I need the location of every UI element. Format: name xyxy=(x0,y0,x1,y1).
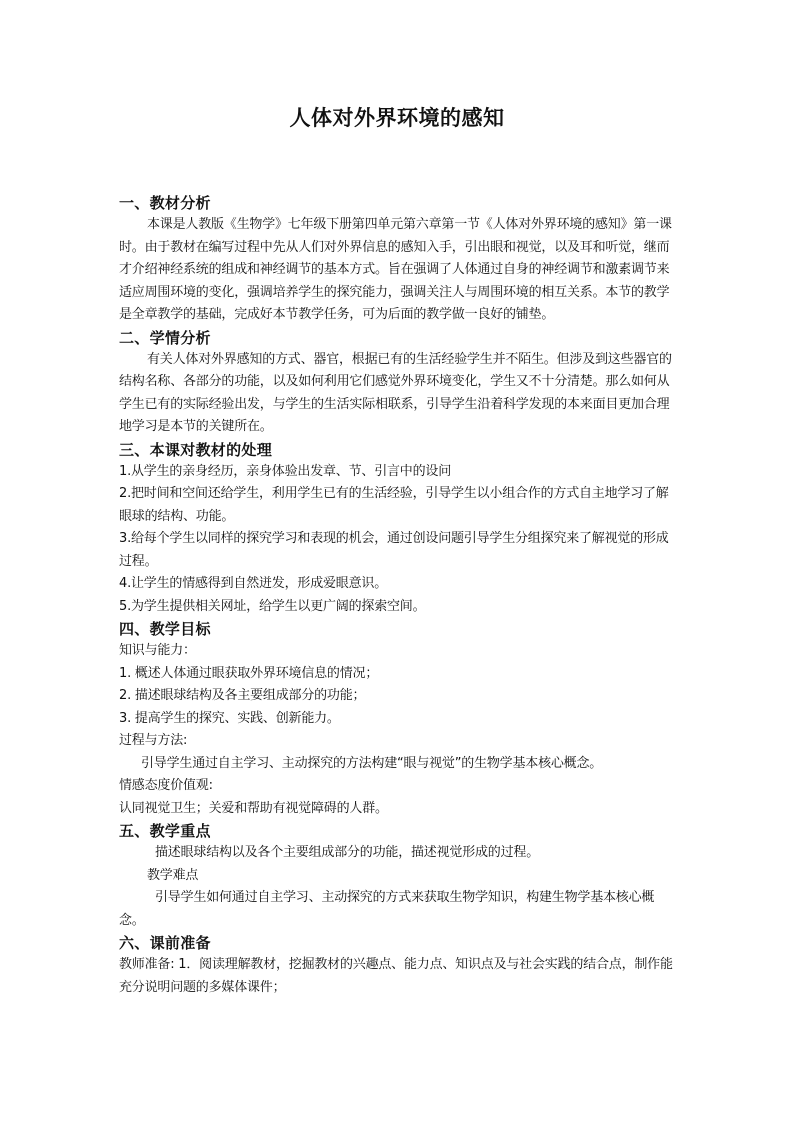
section-heading-teaching-goals: 四、教学目标 xyxy=(119,620,211,638)
section-heading-student-analysis: 二、学情分析 xyxy=(119,328,211,347)
section-heading-preparation: 六、课前准备 xyxy=(119,934,211,952)
subheading-difficulty: 教学难点 xyxy=(147,867,199,883)
paragraph: 本课是人教版《生物学》七年级下册第四单元第六章第一节《人体对外界环境的感知》第一课时。由于教材在编写过程中先从人们对外界信息的感知入手，引出眼和视觉，以及耳和听觉，继而才介绍神经系统的组成和神经调节的基本方式。旨在强调了人体通过自身的神经调节和激素调节来适应周围环境的变化，强调培养学生的探究能力，强调关注人与周围环境的相互关系。本节的教学是全章教学的基础，完成好本节教学任务，可为后面的教学做一良好的铺垫。 xyxy=(119,217,672,322)
paragraph: 描述眼球结构以及各个主要组成部分的功能，描述视觉形成的过程。 xyxy=(155,845,540,860)
paragraph: 引导学生如何通过自主学习、主动探究的方式来获取生物学知识，构建生物学基本核心概念。 xyxy=(119,890,655,928)
paragraph: 认同视觉卫生；关爱和帮助有视觉障碍的人群。 xyxy=(119,800,388,816)
list-item: 4.让学生的情感得到自然迸发，形成爱眼意识。 xyxy=(119,576,388,591)
paragraph: 引导学生通过自主学习、主动探究的方法构建“眼与视觉”的生物学基本核心概念。 xyxy=(141,755,603,771)
paragraph: 有关人体对外界感知的方式、器官，根据已有的生活经验学生并不陌生。但涉及到这些器官的结构名称、各部分的功能，以及如何利用它们感觉外界环境变化，学生又不十分清楚。那么如何从学生已有的实际经验出发，与学生的生活实际相联系，引导学生沿着科学发现的本来面目更加合理地学习是本节的关键所在。 xyxy=(119,351,672,434)
section-heading-textbook-analysis: 一、教材分析 xyxy=(119,194,211,212)
list-item: 1. 概述人体通过眼获取外界环境信息的情况； xyxy=(119,665,379,681)
list-item: 5.为学生提供相关网址，给学生以更广阔的探索空间。 xyxy=(119,598,426,614)
paragraph: 教师准备: 1．阅读理解教材，挖掘教材的兴趣点、能力点、知识点及与社会实践的结合点，制作能充分说明问题的多媒体课件； xyxy=(119,957,673,995)
section-heading-key-points: 五、教学重点 xyxy=(119,822,211,840)
subheading-emotion-values: 情感态度价值观: xyxy=(119,778,213,793)
list-item: 3. 提高学生的探究、实践、创新能力。 xyxy=(119,710,340,726)
subheading-process-method: 过程与方法: xyxy=(119,733,188,748)
document-body xyxy=(119,192,679,999)
list-item: 3.给每个学生以同样的探究学习和表现的机会，通过创设问题引导学生分组探究来了解视觉的形成过程。 xyxy=(119,531,669,569)
document-title: 人体对外界环境的感知 xyxy=(289,105,505,130)
subheading-knowledge-ability: 知识与能力： xyxy=(119,643,196,658)
list-item: 1.从学生的亲身经历，亲身体验出发章、节、引言中的设问 xyxy=(119,463,452,479)
list-item: 2. 描述眼球结构及各主要组成部分的功能； xyxy=(119,688,366,703)
section-heading-material-handling: 三、本课对教材的处理 xyxy=(119,440,273,459)
list-item: 2.把时间和空间还给学生，利用学生已有的生活经验，引导学生以小组合作的方式自主地学习了解眼球的结构、功能。 xyxy=(119,486,669,524)
